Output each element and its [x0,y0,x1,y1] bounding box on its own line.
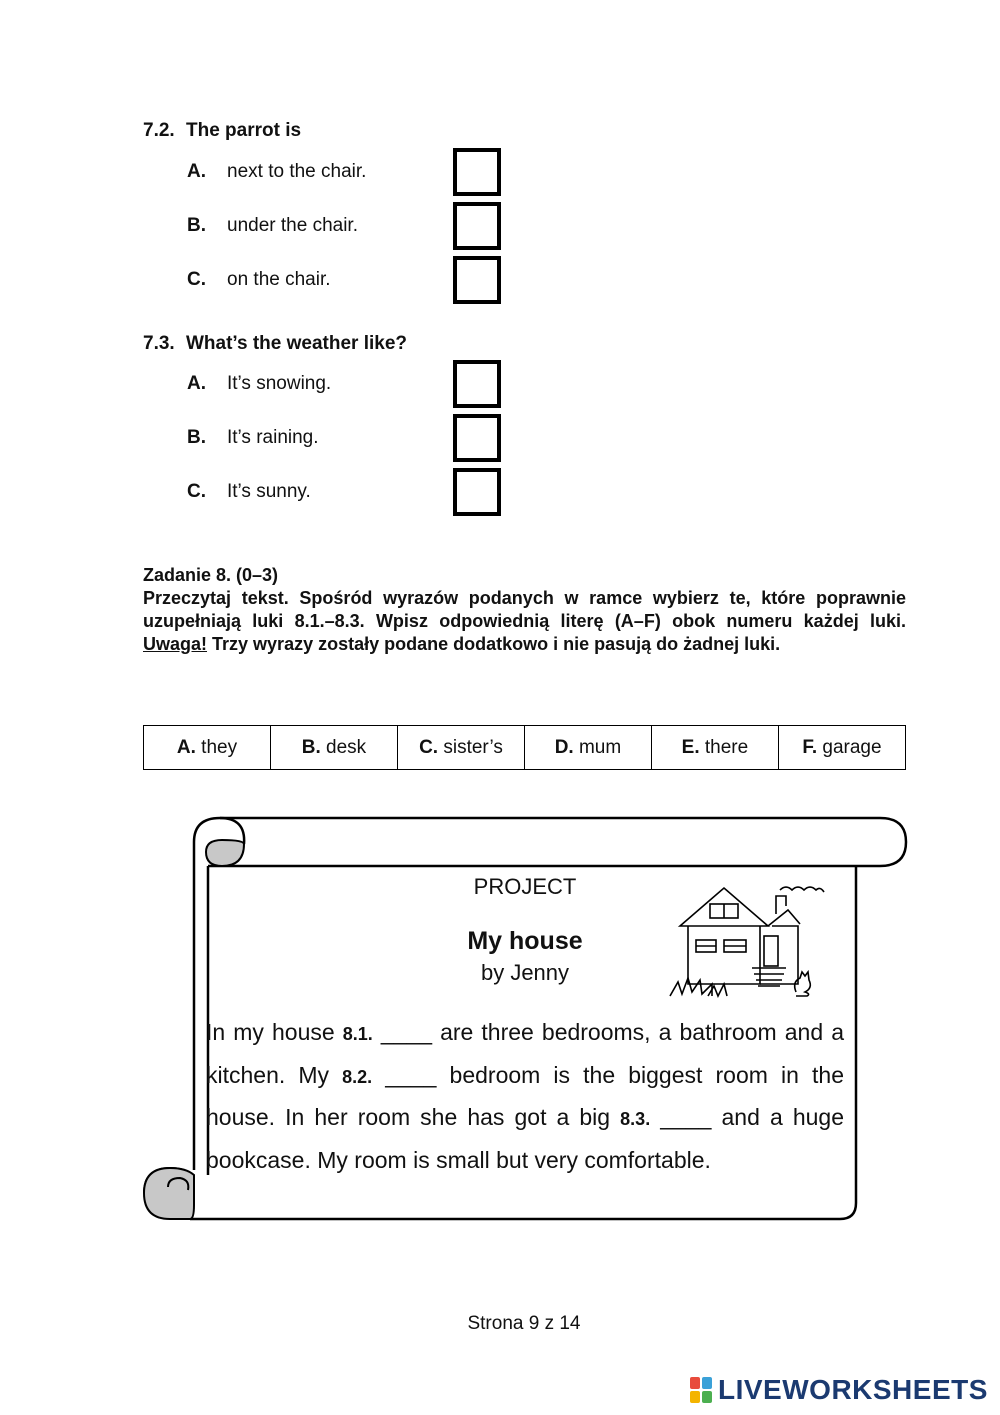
gap-8-2: 8.2. [342,1066,373,1087]
word-option-b: B. desk [270,726,397,770]
task-description: Przeczytaj tekst. Spośród wyrazów podanych w ramce wybierz te, które poprawnie uzupełniają luki 8.1.–8.3. Wpisz odpowiednią literę (A–F) obok numeru każdej luki. Uwaga! Trzy wyrazy zostały podane dodatkowo i nie pasują do żadnej luki. [143,588,906,654]
project-label: PROJECT [473,874,577,899]
question-number: 7.3. [143,333,175,354]
option-7-2-b: B. under the chair. [187,215,358,236]
word-option-f: F. garage [778,726,905,770]
question-number: 7.2. [143,120,175,141]
word-option-c: C. sister’s [397,726,524,770]
gap-8-3: 8.3. [620,1109,651,1129]
option-7-3-a: A. It’s snowing. [187,373,332,394]
project-title: My house [467,927,583,955]
word-option-d: D. mum [524,726,651,770]
question-text: The parrot is [186,120,302,141]
option-7-2-a: A. next to the chair. [187,161,367,182]
brand-name: LIVEWORKSHEETS [718,1374,988,1405]
word-option-a: A. they [144,726,271,770]
page-number: Strona 9 z 14 [467,1313,581,1334]
task-heading: Zadanie 8. (0–3) [143,565,279,585]
option-7-2-c: C. on the chair. [187,269,331,290]
option-7-3-c: C. It’s sunny. [187,481,311,502]
liveworksheets-brand [690,1374,988,1406]
option-7-3-b: B. It’s raining. [187,427,319,448]
house-illustration [668,884,832,1004]
warning-label: Uwaga! [143,634,208,654]
word-option-e: E. there [651,726,778,770]
project-author: by Jenny [480,960,570,985]
gap-8-1: 8.1. [342,1024,373,1044]
project-passage: In my house 8.1. ____ are three bedrooms, a bathroom and a kitchen. My 8.2. ____ bedroom is the biggest room in the house. In her room she has got a big 8.3. ____ and a huge bookcase. My room is small but very comfortable. [206,1019,844,1173]
question-text: What’s the weather like? [186,333,408,354]
liveworksheets-logo-icon [690,1377,712,1403]
